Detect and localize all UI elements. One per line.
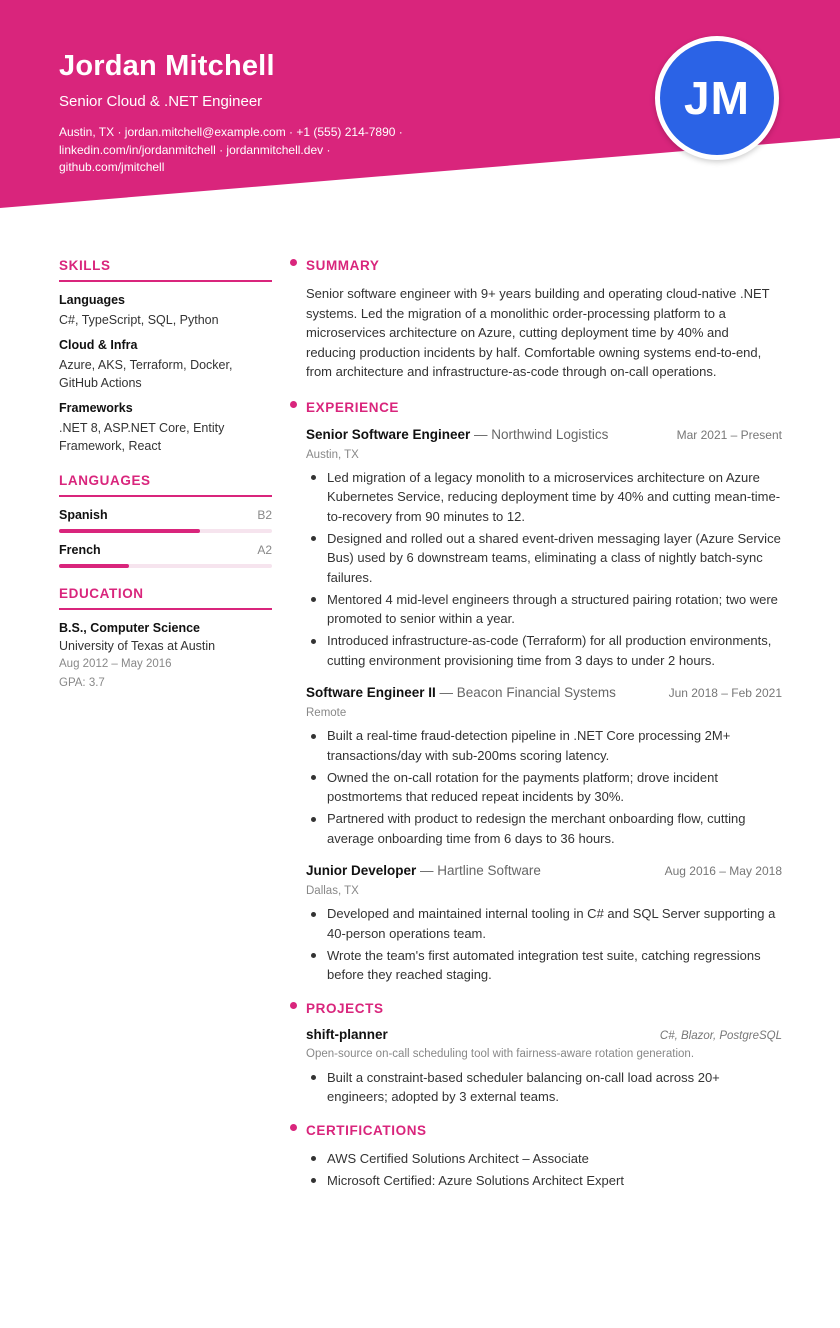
job-item [306, 426, 782, 671]
job-bullets [306, 904, 782, 985]
skill-group [59, 293, 272, 329]
bullet-item: Introduced infrastructure-as-code (Terraform) for all production environments, cutting environment provisioning time from 3 days to under 2 hours. [306, 631, 782, 670]
skill-group-name: Languages [59, 293, 125, 307]
certification-item: AWS Certified Solutions Architect – Associate [306, 1149, 782, 1169]
language-bar [59, 564, 272, 568]
project-description: Open-source on-call scheduling tool with fairness-aware rotation generation. [306, 1047, 695, 1060]
main-content [306, 258, 782, 1206]
experience-title: EXPERIENCE [290, 400, 782, 415]
bullet-item: Wrote the team's first automated integration test suite, catching regressions before they reached staging. [306, 946, 782, 985]
job-bullets [306, 726, 782, 848]
education-title: EDUCATION [59, 586, 272, 610]
language-item [59, 508, 272, 533]
contact-line-1: Austin, TX · jordan.mitchell@example.com · +1 (555) 214-7890 · [59, 125, 403, 139]
job-title: Junior Developer [306, 863, 417, 878]
bullet-item: Owned the on-call rotation for the payments platform; drove incident postmortems that reduced repeat incidents by 30%. [306, 768, 782, 807]
section-dot-icon [290, 1124, 297, 1131]
language-name: Spanish [59, 508, 108, 522]
language-level: B2 [257, 508, 272, 522]
languages-section [59, 473, 272, 568]
bullet-item: Partnered with product to redesign the merchant onboarding flow, cutting average onboarding time from 6 days to 36 hours. [306, 809, 782, 848]
skill-group-items: Azure, AKS, Terraform, Docker, GitHub Actions [59, 358, 233, 390]
education-section [59, 586, 272, 691]
skill-group [59, 338, 272, 392]
skills-title: SKILLS [59, 258, 272, 282]
sidebar [59, 258, 272, 709]
skill-group [59, 401, 272, 455]
job-title: Software Engineer II [306, 685, 436, 700]
language-level: A2 [257, 543, 272, 557]
project-item [306, 1027, 782, 1107]
job-title: Senior Software Engineer [306, 426, 471, 442]
job-list [306, 426, 782, 985]
header [59, 50, 419, 177]
section-dot-icon [290, 1002, 297, 1009]
section-dot-icon [290, 259, 297, 266]
language-name: French [59, 543, 101, 557]
education-dates: Aug 2012 – May 2016 [59, 658, 172, 670]
summary-section [306, 258, 782, 382]
section-dot-icon [290, 401, 297, 408]
bullet-item: Built a constraint-based scheduler balancing on-call load across 20+ engineers; adopted by 3 external teams. [306, 1068, 782, 1107]
contact-info [59, 124, 419, 177]
language-bar-fill [59, 564, 129, 568]
certifications-title: CERTIFICATIONS [290, 1123, 782, 1138]
project-name: shift-planner [306, 1026, 388, 1042]
job-dates: Mar 2021 – Present [676, 427, 782, 442]
skill-group-name: Frameworks [59, 401, 133, 415]
skill-group-items: .NET 8, ASP.NET Core, Entity Framework, React [59, 421, 225, 453]
language-item [59, 543, 272, 568]
bullet-item: Led migration of a legacy monolith to a microservices architecture on Azure Kubernetes Service, reducing deployment time by 40% and cutting mean-time-to-recovery from 90 minutes to 12. [306, 468, 782, 527]
job-company: — Beacon Financial Systems [435, 685, 616, 700]
summary-text: Senior software engineer with 9+ years building and operating cloud-native .NET systems. Led the migration of a monolithic order-processing platform to a microservices architecture on Azure, cutting deployment time by 40% and reducing production incidents by half. Comfortable owning systems end-to-end, from architecture and infrastructure-as-code through on-call operations. [306, 286, 770, 379]
experience-section [306, 400, 782, 985]
education-gpa: GPA: 3.7 [59, 677, 105, 689]
bullet-item: Designed and rolled out a shared event-driven messaging layer (Azure Service Bus) used by 6 downstream teams, eliminating a class of nightly batch-sync failures. [306, 529, 782, 588]
projects-section [306, 1001, 782, 1107]
language-bar-fill [59, 529, 200, 533]
skill-group-name: Cloud & Infra [59, 338, 138, 352]
job-location: Dallas, TX [306, 885, 359, 897]
job-company: — Hartline Software [416, 863, 541, 878]
project-tech: C#, Blazor, PostgreSQL [659, 1029, 782, 1042]
job-location: Austin, TX [306, 448, 359, 461]
skills-section [59, 258, 272, 455]
contact-line-2: linkedin.com/in/jordanmitchell · jordanmitchell.dev · [59, 142, 331, 157]
job-location: Remote [306, 707, 347, 719]
language-bar [59, 529, 272, 533]
project-bullets [306, 1068, 782, 1107]
bullet-item: Built a real-time fraud-detection pipeline in .NET Core processing 2M+ transactions/day with sub-200ms scoring latency. [306, 726, 782, 765]
education-school: University of Texas at Austin [59, 639, 216, 653]
candidate-role: Senior Cloud & .NET Engineer [59, 93, 263, 110]
job-dates: Aug 2016 – May 2018 [664, 864, 782, 878]
skill-group-items: C#, TypeScript, SQL, Python [59, 313, 219, 327]
bullet-item: Developed and maintained internal tooling in C# and SQL Server supporting a 40-person operations team. [306, 904, 782, 943]
job-bullets [306, 468, 782, 671]
job-dates: Jun 2018 – Feb 2021 [668, 686, 782, 700]
bullet-item: Mentored 4 mid-level engineers through a structured pairing rotation; two were promoted to senior within a year. [306, 590, 782, 629]
contact-line-3: github.com/jmitchell [59, 160, 165, 174]
certification-item: Microsoft Certified: Azure Solutions Architect Expert [306, 1171, 782, 1191]
summary-title: SUMMARY [290, 258, 782, 273]
projects-title: PROJECTS [290, 1001, 782, 1016]
job-item [306, 862, 782, 985]
languages-title: LANGUAGES [59, 473, 272, 497]
certification-list [306, 1149, 782, 1191]
avatar: JM [655, 36, 779, 160]
certifications-section [306, 1123, 782, 1191]
candidate-name: Jordan Mitchell [59, 50, 275, 82]
job-company: — Northwind Logistics [470, 426, 609, 442]
job-item [306, 684, 782, 848]
education-degree: B.S., Computer Science [59, 621, 201, 635]
